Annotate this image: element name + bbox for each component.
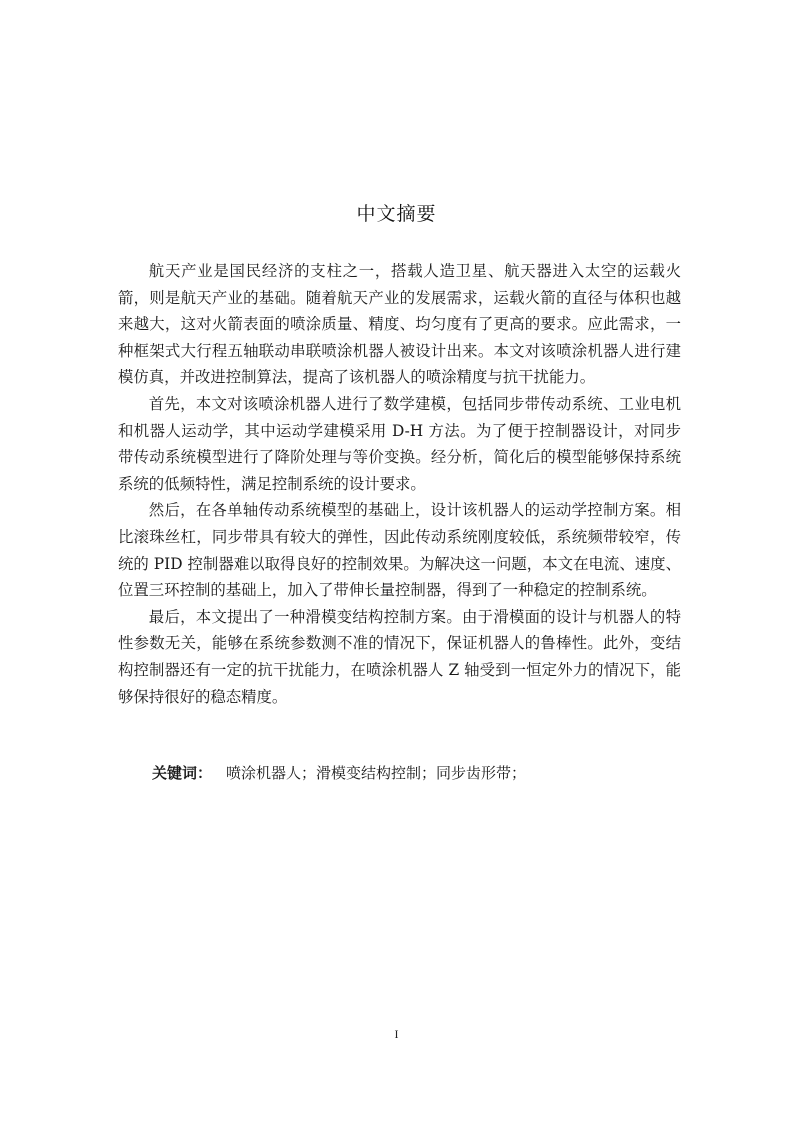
abstract-title: 中文摘要: [356, 203, 437, 225]
page-number: I: [394, 1027, 399, 1041]
abstract-paragraph-3: 然后，在各单轴传动系统模型的基础上，设计该机器人的运动学控制方案。相比滚珠丝杠，同步带具有较大的弹性，因此传动系统刚度较低，系统频带较窄，传统的 PID 控制器难以取得良好的控制效果。为解决这一问题，本文在电流、速度、位置三环控制的基础上，加入了带伸长量控制器，得到了一种稳定的控制系统。: [118, 501, 681, 600]
keywords-value: 喷涂机器人；滑模变结构控制；同步齿形带；: [226, 764, 527, 782]
keywords-line: [152, 762, 526, 783]
abstract-paragraph-4: 最后，本文提出了一种滑模变结构控制方案。由于滑模面的设计与机器人的特性参数无关，能够在系统参数测不准的情况下，保证机器人的鲁棒性。此外，变结构控制器还有一定的抗干扰能力，在喷涂机器人 Z 轴受到一恒定外力的情况下，能够保持很好的稳态精度。: [118, 607, 681, 706]
abstract-paragraph-2: 首先，本文对该喷涂机器人进行了数学建模，包括同步带传动系统、工业电机和机器人运动学，其中运动学建模采用 D-H 方法。为了便于控制器设计，对同步带传动系统模型进行了降阶处理与等价变换。经分析，简化后的模型能够保持系统系统的低频特性，满足控制系统的设计要求。: [118, 394, 681, 493]
abstract-paragraph-1: 航天产业是国民经济的支柱之一，搭载人造卫星、航天器进入太空的运载火箭，则是航天产业的基础。随着航天产业的发展需求，运载火箭的直径与体积也越来越大，这对火箭表面的喷涂质量、精度、均匀度有了更高的要求。应此需求，一种框架式大行程五轴联动串联喷涂机器人被设计出来。本文对该喷涂机器人进行建模仿真，并改进控制算法，提高了该机器人的喷涂精度与抗干扰能力。: [118, 262, 681, 387]
keywords-label: 关键词：: [152, 764, 213, 782]
abstract-body: [118, 258, 681, 710]
